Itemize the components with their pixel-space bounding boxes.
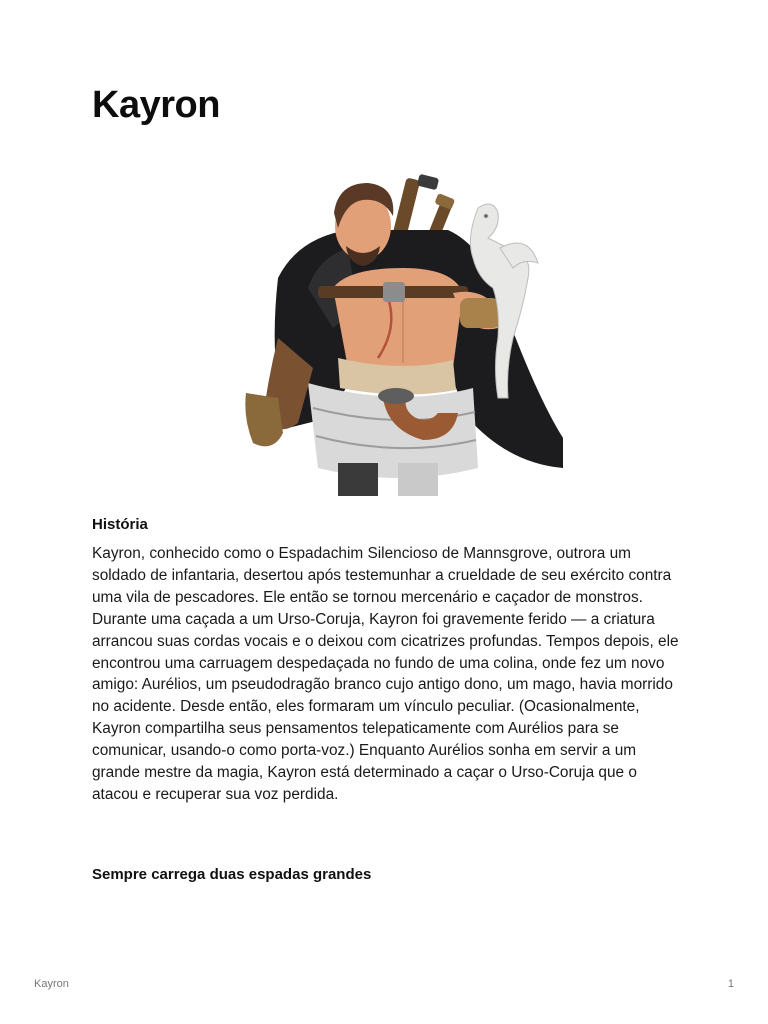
footer-page-number: 1 <box>727 978 734 990</box>
page-title: Kayron <box>92 84 220 126</box>
footer-doc-name: Kayron <box>34 978 69 990</box>
weapon-note: Sempre carrega duas espadas grandes <box>92 866 372 883</box>
character-illustration <box>238 168 568 496</box>
history-paragraph: Kayron, conhecido como o Espadachim Silencioso de Mannsgrove, outrora um soldado de infantaria, desertou após testemunhar a crueldade de seu exército contra uma vila de pescadores. Ele então se tornou mercenário e caçador de monstros. Durante uma caçada a um Urso-Coruja, Kayron foi gravemente ferido — a criatura arrancou suas cordas vocais e o deixou com cicatrizes profundas. Tempos depois, ele encontrou uma carruagem despedaçada no fundo de uma colina, onde fez um novo amigo: Aurélios, um pseudodragão branco cujo antigo dono, um mago, havia morrido no acidente. Desde então, eles formaram um vínculo peculiar. (Ocasionalmente, Kayron compartilha seus pensamentos telepaticamente com Aurélios para se comunicar, usando-o como porta-voz.) Enquanto Aurélios sonha em servir a um grande mestre da magia, Kayron está determinado a caçar o Urso-Coruja que o atacou e recuperar sua voz perdida. <box>92 545 679 803</box>
section-heading-history: História <box>92 516 148 533</box>
